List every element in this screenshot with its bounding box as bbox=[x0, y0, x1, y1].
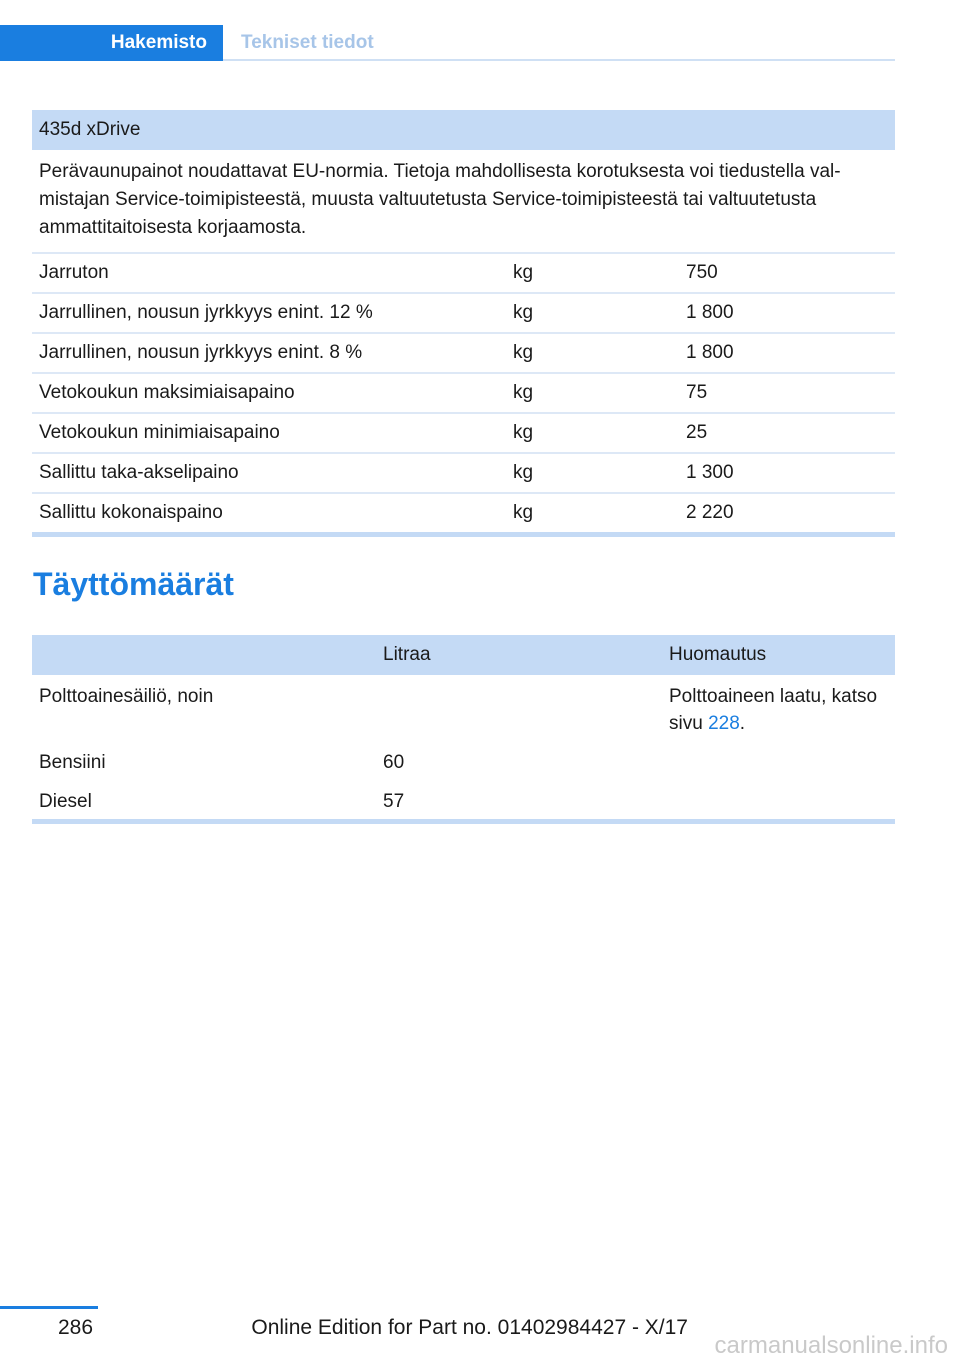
table-bottom-rule bbox=[32, 819, 895, 824]
header-liters: Litraa bbox=[383, 644, 431, 665]
header-note: Huomautus bbox=[669, 644, 767, 665]
row-label: Sallittu kokonaispaino bbox=[39, 502, 223, 523]
row-liters bbox=[376, 675, 662, 741]
row-value: 25 bbox=[679, 413, 895, 453]
row-label: Jarrullinen, nousun jyrkkyys enint. 12 % bbox=[32, 293, 506, 333]
weights-note bbox=[32, 150, 895, 253]
row-label: Vetokoukun minimiaisapaino bbox=[32, 413, 506, 453]
table-row bbox=[32, 453, 895, 493]
row-unit: kg bbox=[506, 453, 679, 493]
row-value: 1 300 bbox=[679, 453, 895, 493]
row-note bbox=[662, 741, 895, 780]
row-label: Bensiini bbox=[39, 752, 106, 773]
note-text: sivu bbox=[669, 713, 703, 734]
table-row bbox=[32, 253, 895, 293]
capacities-table bbox=[32, 635, 895, 824]
row-unit: kg bbox=[506, 413, 679, 453]
row-note bbox=[662, 675, 895, 741]
tab-tekniset-tiedot[interactable]: Tekniset tiedot bbox=[241, 32, 374, 53]
row-label: Sallittu taka-akselipaino bbox=[32, 453, 506, 493]
page-link[interactable]: 228 bbox=[708, 713, 740, 734]
row-unit: kg bbox=[506, 373, 679, 413]
table-header-row bbox=[32, 110, 895, 150]
watermark: carmanualsonline.info bbox=[714, 1332, 948, 1359]
row-note bbox=[662, 780, 895, 819]
row-value: 1 800 bbox=[679, 293, 895, 333]
note-line: ammattitaitoisesta korjaamosta. bbox=[39, 217, 307, 238]
row-unit: kg bbox=[506, 333, 679, 373]
row-value: 1 800 bbox=[679, 333, 895, 373]
table-row bbox=[32, 293, 895, 333]
header-empty bbox=[32, 635, 376, 675]
page-number: 286 bbox=[58, 1316, 94, 1339]
chapter-tabs bbox=[0, 25, 895, 61]
note-text: Polttoaineen laatu, katso bbox=[669, 686, 878, 707]
table-row bbox=[32, 741, 895, 780]
table-row bbox=[32, 780, 895, 819]
row-label: Polttoainesäiliö, noin bbox=[39, 686, 214, 707]
table-row bbox=[32, 493, 895, 532]
weights-note-row bbox=[32, 150, 895, 253]
row-value: 2 220 bbox=[686, 502, 734, 523]
row-unit: kg bbox=[513, 502, 534, 523]
row-liters: 57 bbox=[383, 791, 405, 812]
table-row bbox=[32, 413, 895, 453]
row-value: 750 bbox=[679, 253, 895, 293]
row-label: Jarrullinen, nousun jyrkkyys enint. 8 % bbox=[32, 333, 506, 373]
table-row bbox=[32, 675, 895, 741]
row-unit: kg bbox=[506, 293, 679, 333]
row-label: Vetokoukun maksimiaisapaino bbox=[32, 373, 506, 413]
note-line: mistajan Service-toimipisteestä, muusta valtuutetusta Service-toimipisteestä tai valtuutetusta bbox=[39, 189, 817, 210]
row-label: Jarruton bbox=[32, 253, 506, 293]
row-liters: 60 bbox=[383, 752, 405, 773]
table-row bbox=[32, 373, 895, 413]
edition-text: Online Edition for Part no. 01402984427 - X/17 bbox=[251, 1316, 688, 1339]
table-header-row bbox=[32, 635, 895, 675]
table-row bbox=[32, 333, 895, 373]
row-label: Diesel bbox=[39, 791, 92, 812]
row-value: 75 bbox=[679, 373, 895, 413]
note-punct: . bbox=[739, 713, 746, 734]
tab-underline bbox=[223, 59, 895, 61]
table-bottom-rule bbox=[32, 532, 895, 537]
note-line: Perävaunupainot noudattavat EU-normia. Tietoja mahdollisesta korotuksesta voi tiedustella val- bbox=[39, 161, 841, 182]
page-number-rule bbox=[0, 1306, 98, 1309]
section-title: Täyttömäärät bbox=[33, 566, 234, 602]
model-name: 435d xDrive bbox=[39, 119, 141, 140]
trailer-weights-table bbox=[32, 110, 895, 537]
tab-hakemisto[interactable]: Hakemisto bbox=[0, 25, 223, 61]
row-unit: kg bbox=[506, 253, 679, 293]
